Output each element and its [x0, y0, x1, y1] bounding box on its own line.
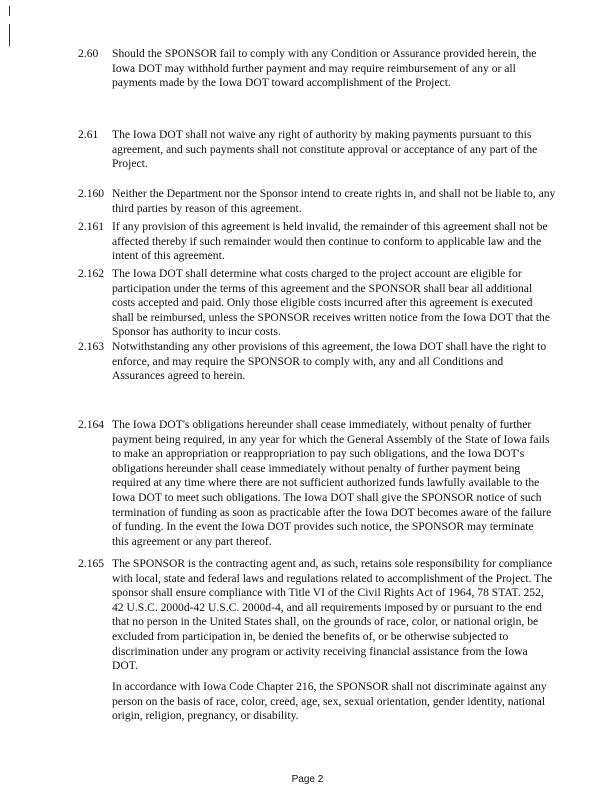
section-text	[112, 220, 548, 264]
text-line: that no person in the United States shall, on the grounds of race, color, or national origin, be	[112, 615, 539, 629]
text-line: agreement, and such payments shall not constitute approval or acceptance of any part of the	[112, 142, 538, 156]
section-text	[112, 47, 536, 91]
text-line: discrimination under any program or activity receiving financial assistance from the Iowa	[112, 644, 528, 658]
text-line: DOT.	[112, 659, 138, 673]
section-number: 2.60	[78, 47, 99, 60]
section-text	[112, 187, 555, 216]
text-line: this agreement or any part thereof.	[112, 534, 272, 548]
text-line: Project.	[112, 157, 148, 171]
page-number: Page 2	[291, 774, 324, 785]
section-text	[112, 557, 552, 674]
text-line: Iowa DOT to meet such obligations. The Iowa DOT shall give the SPONSOR notice of such	[112, 490, 542, 504]
section-number: 2.160	[78, 187, 105, 200]
text-line: If any provision of this agreement is held invalid, the remainder of this agreement shall not be	[112, 220, 548, 233]
section-number: 2.161	[78, 220, 105, 233]
text-line: Should the SPONSOR fail to comply with any Condition or Assurance provided herein, the	[112, 47, 537, 60]
text-line: third parties by reason of this agreement.	[112, 201, 302, 215]
text-line: The SPONSOR is the contracting agent and, as such, retains sole responsibility for compliance	[112, 557, 553, 570]
text-line: The Iowa DOT's obligations hereunder shall cease immediately, without penalty of further	[112, 418, 532, 431]
text-line: costs accepted and paid. Only those eligible costs incurred after this agreement is executed	[112, 296, 533, 310]
text-line: with local, state and federal laws and regulations related to accomplishment of the Project. The	[112, 571, 553, 585]
text-line: The Iowa DOT shall not waive any right of authority by making payments pursuant to this	[112, 128, 532, 141]
text-line: 42 U.S.C. 2000d-42 U.S.C. 2000d-4, and all requirements imposed by or pursuant to the end	[112, 600, 542, 614]
text-line: required at any time where there are not sufficient authorized funds lawfully available to the	[112, 476, 540, 490]
text-line: Notwithstanding any other provisions of this agreement, the Iowa DOT shall have the right to	[112, 340, 547, 353]
text-line: Assurances agreed to herein.	[112, 369, 246, 383]
section-text	[112, 418, 551, 549]
text-line: termination of funding as soon as practicable after the Iowa DOT becomes aware of the failure	[112, 505, 552, 519]
section-number: 2.164	[78, 418, 105, 431]
text-line: shall be reimbursed, unless the SPONSOR receives written notice from the Iowa DOT that the	[112, 310, 550, 324]
margin-mark	[9, 6, 10, 16]
text-line: affected thereby if such remainder would then continue to conform to applicable law and the	[112, 234, 542, 248]
section-number: 2.165	[78, 557, 105, 570]
text-line: The Iowa DOT shall determine what costs charged to the project account are eligible for	[112, 267, 522, 280]
section-number: 2.61	[78, 128, 99, 141]
margin-mark	[9, 24, 10, 46]
section-text	[112, 128, 537, 172]
section-text	[112, 340, 546, 384]
section-text	[112, 267, 550, 340]
text-line: payments made by the Iowa DOT toward accomplishment of the Project.	[112, 76, 451, 90]
text-line: payment being required, in any year for which the General Assembly of the State of Iowa fails	[112, 432, 550, 446]
text-line: Sponsor has authority to incur costs.	[112, 325, 281, 339]
text-line: In accordance with Iowa Code Chapter 216, the SPONSOR shall not discriminate against any	[112, 680, 547, 693]
text-line: excluded from participation in, be denied the benefits of, or be otherwise subjected to	[112, 629, 509, 643]
section-number: 2.162	[78, 267, 105, 280]
text-line: Neither the Department nor the Sponsor intend to create rights in, and shall not be liable to, any	[112, 187, 556, 200]
text-line: obligations hereunder shall cease immediately without penalty of further payment being	[112, 461, 521, 475]
text-line: participation under the terms of this agreement and the SPONSOR shall bear all additional	[112, 281, 533, 295]
text-line: person on the basis of race, color, creed, age, sex, sexual orientation, gender identity, national	[112, 694, 546, 708]
section-number: 2.163	[78, 340, 105, 353]
text-line: Iowa DOT may withhold further payment and may require reimbursement of any or all	[112, 61, 516, 75]
text-line: to make an appropriation or reappropriation to pay such obligations, and the Iowa DOT's	[112, 447, 525, 461]
section-text	[112, 680, 547, 724]
text-line: of funding. In the event the Iowa DOT provides such notice, the SPONSOR may terminate	[112, 520, 534, 534]
text-line: sponsor shall ensure compliance with Title VI of the Civil Rights Act of 1964, 78 STAT. 252,	[112, 586, 544, 600]
text-line: origin, religion, pregnancy, or disability.	[112, 709, 299, 723]
text-line: enforce, and may require the SPONSOR to comply with, any and all Conditions and	[112, 354, 504, 368]
text-line: intent of this agreement.	[112, 249, 225, 263]
